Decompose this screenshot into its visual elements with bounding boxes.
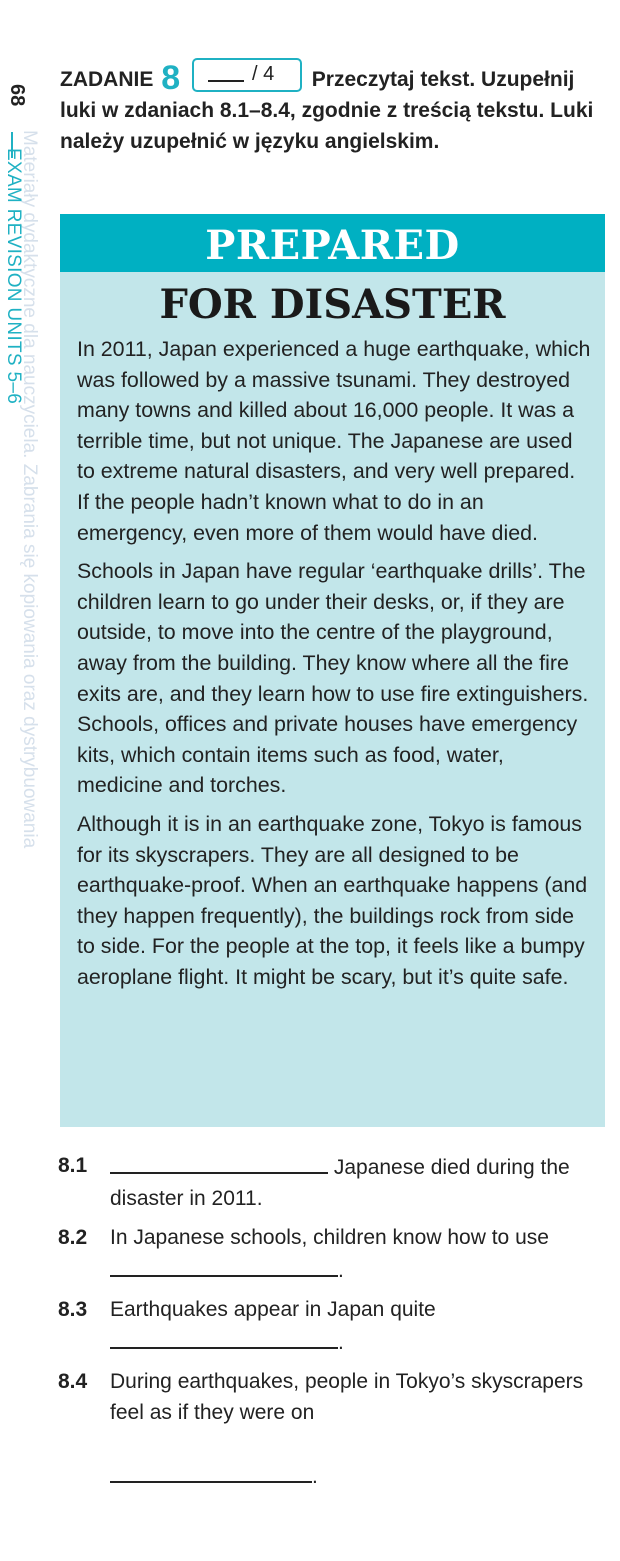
question-after: . [338, 1259, 344, 1282]
question-before: During earthquakes, people in Tokyo’s skyscrapers feel as if they were on [110, 1370, 584, 1424]
question-after: . [312, 1465, 318, 1488]
score-box [192, 58, 302, 92]
article-title: PREPARED [60, 214, 605, 272]
question-number: 8.4 [58, 1370, 88, 1393]
question-item [58, 1294, 598, 1358]
question-item [58, 1150, 598, 1214]
task-instruction: Przeczytaj tekst. Uzupełnij luki w zdaniach 8.1–8.4, zgodnie z treścią tekstu. Luki należy uzupełnić w języku angielskim. [60, 68, 594, 153]
article-body [60, 334, 605, 992]
answer-blank[interactable] [110, 1253, 338, 1277]
question-number: 8.2 [58, 1226, 88, 1249]
question-after: . [338, 1331, 344, 1354]
article-subtitle: FOR DISASTER [159, 281, 506, 328]
question-item [58, 1222, 598, 1286]
question-text [110, 1222, 598, 1286]
article-paragraph: Schools in Japan have regular ‘earthquake drills’. The children learn to go under their desks, or, if they are outside, to move into the centre of the playground, away from the building. They know where all the fire exits are, and they learn how to use fire extinguishers. Schools, offices and private houses have emergency kits, which contain items such as food, water, medicine and torches. [77, 559, 589, 798]
question-before: In Japanese schools, children know how to use [110, 1226, 549, 1249]
question-text [110, 1150, 598, 1214]
article-paragraph: Although it is in an earthquake zone, Tokyo is famous for its skyscrapers. They are all designed to be earthquake-proof. When an earthquake happens (and they happen frequently), the buildings rock from side to side. For the people at the top, it feels like a bumpy aeroplane flight. It might be scary, but it’s quite safe. [77, 811, 588, 989]
score-total: / 4 [251, 63, 275, 85]
question-after: Japanese died during the disaster in 2011. [110, 1156, 570, 1210]
question-text [110, 1294, 598, 1358]
question-item [58, 1366, 598, 1492]
article-paragraph: In 2011, Japan experienced a huge earthquake, which was followed by a massive tsunami. They destroyed many towns and killed about 16,000 people. It was a terrible time, but not unique. The Japanese are used to extreme natural disasters, and very well prepared. If the people hadn’t known what to do in an emergency, even more of them would have died. [77, 337, 591, 545]
question-before: Earthquakes appear in Japan quite [110, 1298, 436, 1321]
question-number: 8.1 [58, 1154, 88, 1177]
side-margin [0, 40, 40, 1120]
question-text [110, 1366, 598, 1492]
task-label: ZADANIE [60, 68, 154, 91]
answer-blank[interactable] [110, 1325, 338, 1349]
task-header [60, 58, 605, 157]
question-list [58, 1150, 598, 1500]
page-number: 68 [6, 84, 28, 107]
answer-blank[interactable] [110, 1150, 328, 1174]
section-label: EXAM REVISION UNITS 5–6 [3, 148, 24, 405]
article-box [60, 214, 605, 1127]
score-blank [208, 80, 244, 82]
task-number: 8 [161, 59, 181, 97]
answer-blank[interactable] [110, 1459, 312, 1483]
question-number: 8.3 [58, 1298, 88, 1321]
watermark: Materiały dydaktyczne dla nauczyciela. Zabrania się kopiowania oraz dystrybuowania [19, 130, 40, 849]
